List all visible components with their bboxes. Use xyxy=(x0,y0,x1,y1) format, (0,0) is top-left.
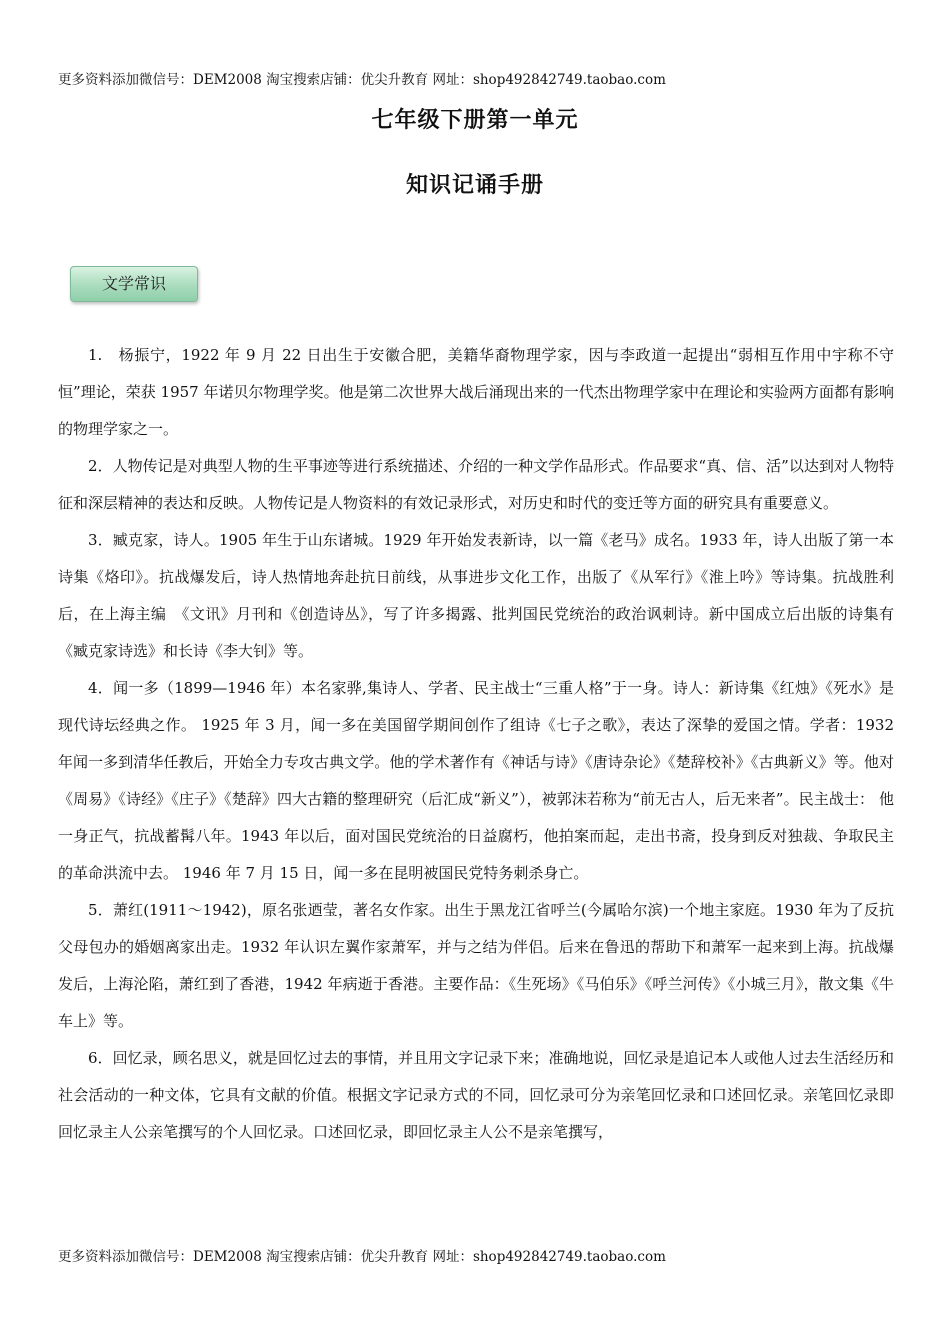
paragraph-5: 5．萧红(1911～1942)，原名张迺莹，著名女作家。出生于黑龙江省呼兰(今属哈尔滨)一个地主家庭。1930 年为了反抗父母包办的婚姻离家出走。1932 年认识左翼作家萧军，并与之结为伴侣。后来在鲁迅的帮助下和萧军一起来到上海。抗战爆发后，上海沦陷，萧红到了香港，1942 年病逝于香港。主要作品：《生死场》《马伯乐》《呼兰河传》《小城三月》，散文集《牛车上》等。 xyxy=(58,901,894,1030)
document-subtitle: 知识记诵手册 xyxy=(405,172,544,198)
footer-note: 更多资料添加微信号：DEM2008 淘宝搜索店铺：优尖升教育 网址：shop492842749.taobao.com xyxy=(58,1249,666,1265)
section-label-literary-knowledge: 文学常识 xyxy=(70,266,198,302)
document-title: 七年级下册第一单元 xyxy=(371,107,579,133)
document-body xyxy=(58,337,894,1151)
header-note: 更多资料添加微信号：DEM2008 淘宝搜索店铺：优尖升教育 网址：shop492842749.taobao.com xyxy=(58,72,666,88)
paragraph-4: 4．闻一多（1899—1946 年）本名家骅,集诗人、学者、民主战士“三重人格”于一身。诗人：新诗集《红烛》《死水》是现代诗坛经典之作。 1925 年 3 月，闻一多在美国留学期间创作了组诗《七子之歌》，表达了深挚的爱国之情。学者：1932 年闻一多到清华任教后，开始全力专攻古典文学。他的学术著作有《神话与诗》《唐诗杂论》《楚辞校补》《古典新义》等。他对《周易》《诗经》《庄子》《楚辞》四大古籍的整理研究（后汇成“新义”），被郭沫若称为“前无古人，后无来者”。民主战士： 他一身正气，抗战蓄髯八年。1943 年以后，面对国民党统治的日益腐朽，他拍案而起，走出书斋，投身到反对独裁、争取民主的革命洪流中去。 1946 年 7 月 15 日，闻一多在昆明被国民党特务刺杀身亡。 xyxy=(58,679,894,882)
paragraph-2: 2．人物传记是对典型人物的生平事迹等进行系统描述、介绍的一种文学作品形式。作品要求“真、信、活”以达到对人物特征和深层精神的表达和反映。人物传记是人物资料的有效记录形式，对历史和时代的变迁等方面的研究具有重要意义。 xyxy=(58,457,894,512)
paragraph-6: 6．回忆录，顾名思义，就是回忆过去的事情，并且用文字记录下来；准确地说，回忆录是追记本人或他人过去生活经历和社会活动的一种文体，它具有文献的价值。根据文字记录方式的不同，回忆录可分为亲笔回忆录和口述回忆录。亲笔回忆录即回忆录主人公亲笔撰写的个人回忆录。口述回忆录，即回忆录主人公不是亲笔撰写， xyxy=(58,1049,894,1141)
paragraph-1: 1. 杨振宁，1922 年 9 月 22 日出生于安徽合肥，美籍华裔物理学家，因与李政道一起提出“弱相互作用中宇称不守恒”理论，荣获 1957 年诺贝尔物理学奖。他是第二次世界大战后涌现出来的一代杰出物理学家中在理论和实验两方面都有影响的物理学家之一。 xyxy=(58,346,894,438)
paragraph-3: 3．臧克家，诗人。1905 年生于山东诸城。1929 年开始发表新诗，以一篇《老马》成名。1933 年，诗人出版了第一本诗集《烙印》。抗战爆发后，诗人热情地奔赴抗日前线，从事进步文化工作，出版了《从军行》《淮上吟》等诗集。抗战胜利后，在上海主编 《文讯》月刊和《创造诗丛》，写了许多揭露、批判国民党统治的政治讽刺诗。新中国成立后出版的诗集有《臧克家诗选》和长诗《李大钊》等。 xyxy=(58,531,894,660)
